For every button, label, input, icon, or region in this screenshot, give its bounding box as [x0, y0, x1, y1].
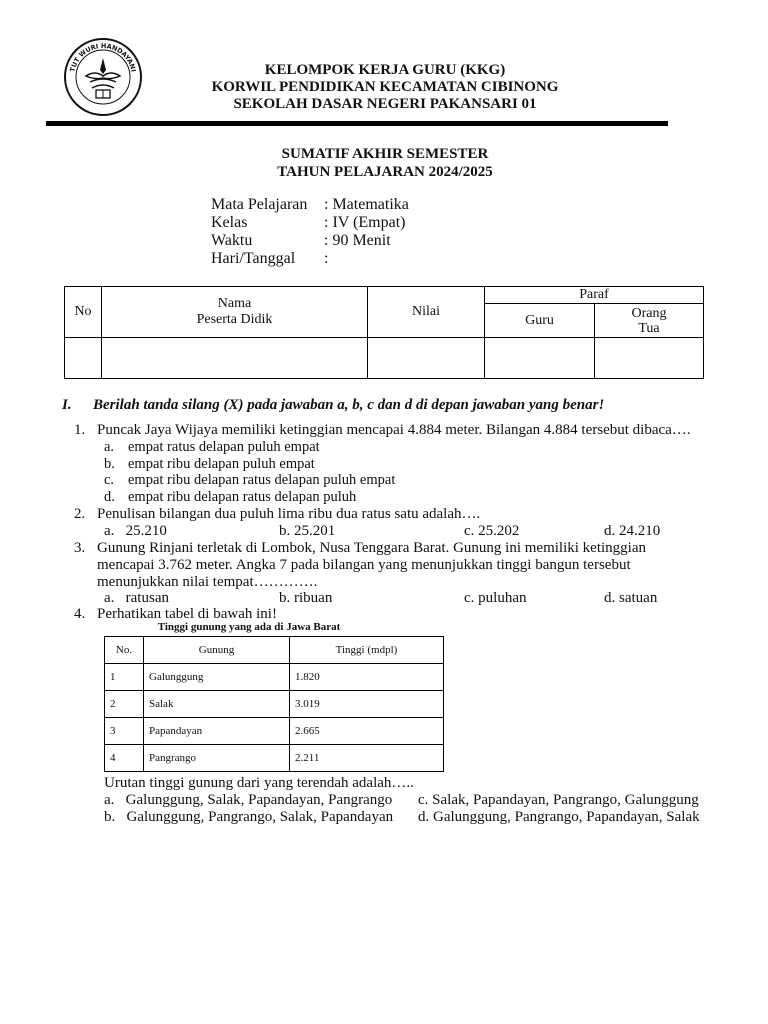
question-3-line1: Gunung Rinjani terletak di Lombok, Nusa Tenggara Barat. Gunung ini memiliki ketinggian — [97, 540, 646, 556]
col-parent-header — [595, 304, 704, 338]
info-value: : — [324, 250, 329, 267]
cell-no: 1 — [105, 664, 144, 691]
question-3-line3: menunjukkan nilai tempat…………. — [97, 574, 318, 590]
q4-option-a[interactable]: a. Galunggung, Salak, Papandayan, Pangrango — [104, 792, 393, 808]
col-name-line2: Peserta Didik — [196, 312, 273, 327]
q3-option-d[interactable]: d. satuan — [604, 590, 658, 606]
col-parent-line2: Tua — [638, 320, 660, 336]
table-row — [105, 745, 444, 772]
table-header-row — [105, 637, 444, 664]
question-1-text: Puncak Jaya Wijaya memiliki ketinggian mencapai 4.884 meter. Bilangan 4.884 tersebut dibaca…. — [97, 422, 691, 438]
q1-option-a[interactable]: empat ratus delapan puluh empat — [128, 439, 320, 455]
question-3-line2: mencapai 3.762 meter. Angka 7 pada bilangan yang menunjukkan tinggi bangun tersebut — [97, 557, 631, 573]
question-number: 1. — [74, 422, 86, 438]
info-value: : 90 Menit — [324, 232, 391, 249]
question-number: 2. — [74, 506, 86, 522]
question-4-text: Perhatikan tabel di bawah ini! — [97, 606, 277, 622]
col-parent-line1: Orang — [631, 305, 667, 321]
q1-option-c[interactable]: empat ribu delapan ratus delapan puluh empat — [128, 472, 396, 488]
tut-wuri-handayani-logo — [62, 36, 144, 118]
cell-height: 1.820 — [290, 664, 444, 691]
exam-year: TAHUN PELAJARAN 2024/2025 — [277, 164, 493, 180]
q1-option-b[interactable]: empat ribu delapan puluh empat — [128, 456, 315, 472]
info-row-time — [211, 232, 391, 250]
q3-option-c[interactable]: c. puluhan — [464, 590, 527, 606]
info-label: Kelas — [211, 214, 248, 231]
cell-height: 2.211 — [290, 745, 444, 772]
col-name-line1: Nama — [217, 296, 252, 311]
q4-option-d[interactable]: d. Galunggung, Pangrango, Papandayan, Salak — [418, 809, 700, 825]
q4-option-c[interactable]: c. Salak, Papandayan, Pangrango, Galunggung — [418, 792, 699, 808]
option-letter: b. — [104, 456, 115, 472]
question-number: 4. — [74, 606, 86, 622]
q2-option-d[interactable]: d. 24.210 — [604, 523, 661, 539]
header-divider — [46, 121, 668, 126]
table-row — [65, 338, 704, 379]
header-no: No. — [105, 637, 144, 664]
mountain-height-table — [104, 636, 444, 772]
header-line-2: KORWIL PENDIDIKAN KECAMATAN CIBINONG — [211, 79, 559, 95]
info-row-date — [211, 250, 328, 268]
cell-no: 4 — [105, 745, 144, 772]
cell-score[interactable] — [368, 338, 485, 379]
q3-option-a[interactable]: a. ratusan — [104, 590, 169, 606]
cell-name[interactable] — [102, 338, 368, 379]
col-no-header: No — [65, 287, 102, 338]
option-letter: c. — [104, 472, 115, 488]
cell-mountain: Papandayan — [144, 718, 290, 745]
cell-parent-signature[interactable] — [595, 338, 704, 379]
question-number: 3. — [74, 540, 86, 556]
info-label: Hari/Tanggal — [211, 250, 296, 267]
q1-option-d[interactable]: empat ribu delapan ratus delapan puluh — [128, 489, 357, 505]
q2-option-a[interactable]: a. 25.210 — [104, 523, 167, 539]
cell-no: 3 — [105, 718, 144, 745]
section-instruction — [62, 397, 604, 414]
q2-option-c[interactable]: c. 25.202 — [464, 523, 520, 539]
cell-height: 3.019 — [290, 691, 444, 718]
cell-mountain: Galunggung — [144, 664, 290, 691]
table-row — [105, 718, 444, 745]
mountain-table-caption: Tinggi gunung yang ada di Jawa Barat — [157, 621, 341, 633]
cell-mountain: Pangrango — [144, 745, 290, 772]
header-line-1: KELOMPOK KERJA GURU (KKG) — [264, 62, 506, 78]
info-label: Waktu — [211, 232, 253, 249]
col-signature-header: Paraf — [485, 287, 704, 304]
cell-no: 2 — [105, 691, 144, 718]
option-letter: a. — [104, 439, 115, 455]
q4-option-b[interactable]: b. Galunggung, Pangrango, Salak, Papandayan — [104, 809, 394, 825]
question-2-text: Penulisan bilangan dua puluh lima ribu dua ratus satu adalah…. — [97, 506, 481, 522]
cell-teacher-signature[interactable] — [485, 338, 595, 379]
section-number: I. — [62, 397, 72, 413]
exam-title: SUMATIF AKHIR SEMESTER — [281, 146, 489, 162]
col-teacher-header: Guru — [485, 304, 595, 338]
student-score-table — [64, 286, 704, 379]
cell-height: 2.665 — [290, 718, 444, 745]
cell-mountain: Salak — [144, 691, 290, 718]
question-4-prompt: Urutan tinggi gunung dari yang terendah adalah….. — [104, 775, 414, 791]
section-text: Berilah tanda silang (X) pada jawaban a, b, c dan d di depan jawaban yang benar! — [93, 397, 605, 413]
col-name-header — [102, 287, 368, 338]
q3-option-b[interactable]: b. ribuan — [279, 590, 333, 606]
table-row — [105, 691, 444, 718]
info-value: : IV (Empat) — [324, 214, 406, 231]
header-line-3: SEKOLAH DASAR NEGERI PAKANSARI 01 — [233, 96, 537, 112]
info-row-subject — [211, 196, 409, 214]
q2-option-b[interactable]: b. 25.201 — [279, 523, 336, 539]
option-letter: d. — [104, 489, 115, 505]
header-mountain: Gunung — [144, 637, 290, 664]
header-height: Tinggi (mdpl) — [290, 637, 444, 664]
info-label: Mata Pelajaran — [211, 196, 308, 213]
info-value: : Matematika — [324, 196, 409, 213]
svg-text:TUT WURI HANDAYANI: TUT WURI HANDAYANI — [68, 41, 138, 73]
table-row — [105, 664, 444, 691]
info-row-class — [211, 214, 405, 232]
cell-no[interactable] — [65, 338, 102, 379]
col-score-header: Nilai — [368, 287, 485, 338]
